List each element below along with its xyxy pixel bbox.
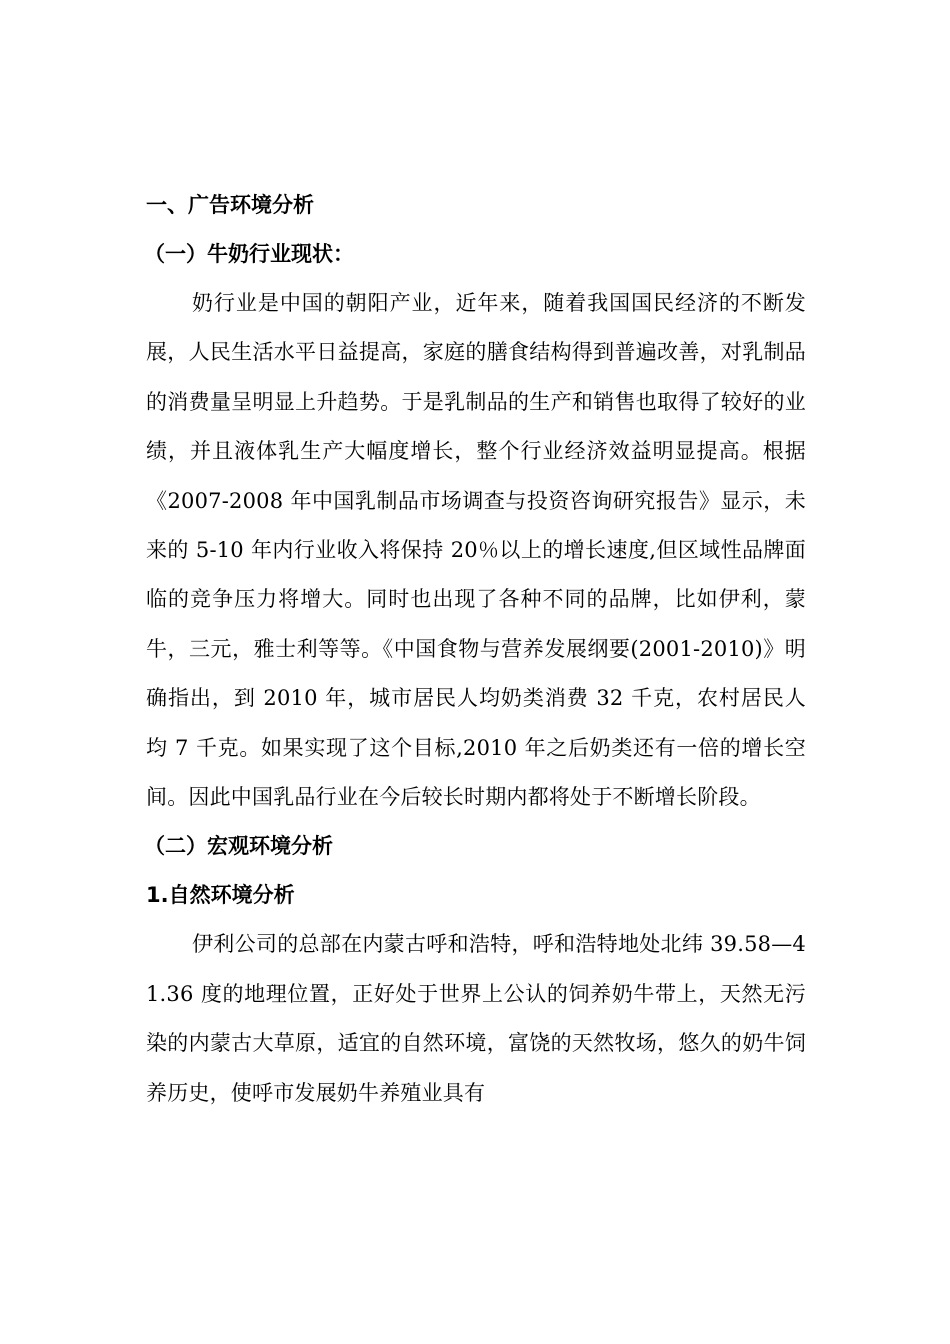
item-heading-natural-environment: 1.自然环境分析 (146, 883, 295, 908)
natural-environment-paragraph: 伊利公司的总部在内蒙古呼和浩特，呼和浩特地处北纬 39.58—41.36 度的地理位置，正好处于世界上公认的饲养奶牛带上，天然无污染的内蒙古大草原，适宜的自然环境，富饶的天然牧场，悠久的奶牛饲养历史，使呼市发展奶牛养殖业具有 (146, 932, 806, 1105)
industry-status-paragraph: 奶行业是中国的朝阳产业，近年来，随着我国国民经济的不断发展，人民生活水平日益提高，家庭的膳食结构得到普遍改善，对乳制品的消费量呈明显上升趋势。于是乳制品的生产和销售也取得了较好的业绩，并且液体乳生产大幅度增长，整个行业经济效益明显提高。根据 《2007-2008 年中国乳制品市场调查与投资咨询研究报告》显示，未来的 5-10 年内行业收入将保持 20％以上的增长速度,但区域性品牌面临的竞争压力将增大。同时也出现了各种不同的品牌，比如伊利，蒙牛，三元，雅士利等等。《中国食物与营养发展纲要(2001-2010)》明确指出，到 2010 年，城市居民人均奶类消费 32 千克，农村居民人均 7 千克。如果实现了这个目标,2010 年之后奶类还有一倍的增长空间。因此中国乳品行业在今后较长时期内都将处于不断增长阶段。 (146, 291, 806, 810)
document-body (146, 181, 806, 1118)
subsection-heading-macro-environment: （二）宏观环境分析 (144, 834, 333, 859)
section-heading: 一、广告环境分析 (146, 193, 314, 217)
subsection-heading-industry-status: （一）牛奶行业现状： (144, 242, 354, 266)
